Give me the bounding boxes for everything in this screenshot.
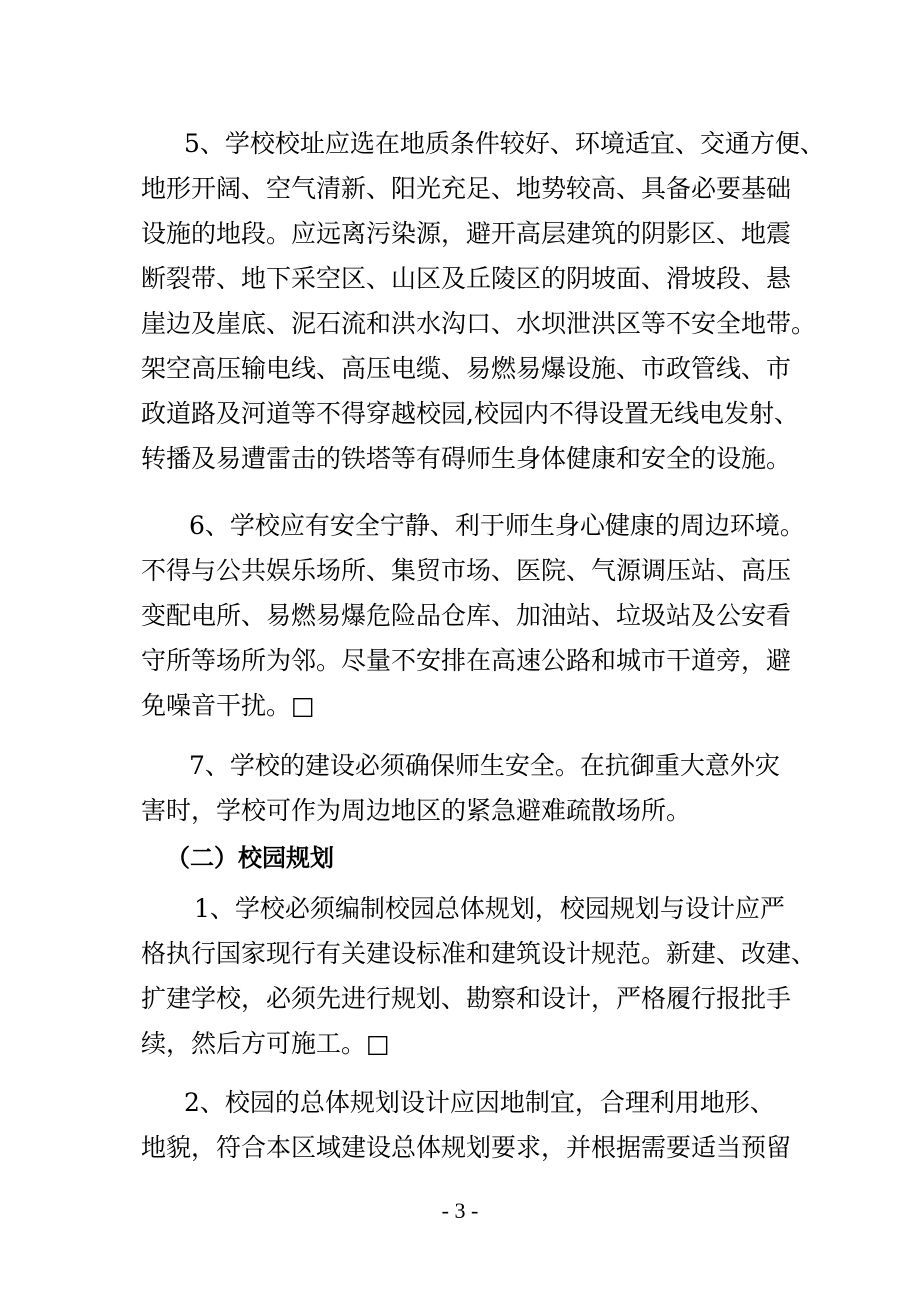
paragraph-5-line-7: 政道路及河道等不得穿越校园,校园内不得设置无线电发射、 — [141, 399, 799, 428]
paragraph-6-line-3: 变配电所、易燃易爆危险品仓库、加油站、垃圾站及公安看 — [141, 601, 792, 630]
paragraph-5-line-4: 断裂带、地下采空区、山区及丘陵区的阴坡面、滑坡段、悬 — [141, 264, 792, 293]
planning-1-line-1: 1、学校必须编制校园总体规划，校园规划与设计应严 — [194, 894, 785, 923]
planning-2-line-1: 2、校园的总体规划设计应因地制宜，合理利用地形、 — [184, 1088, 775, 1117]
paragraph-6-line-1: 6、学校应有安全宁静、利于师生身心健康的周边环境。 — [189, 511, 805, 540]
paragraph-5-line-1: 5、学校校址应选在地质条件较好、环境适宜、交通方便、 — [184, 129, 825, 158]
page-number: - 3 - — [441, 1198, 479, 1223]
planning-2-line-2: 地貌，符合本区域建设总体规划要求，并根据需要适当预留 — [141, 1133, 792, 1162]
planning-1-line-2: 格执行国家现行有关建设标准和建筑设计规范。新建、改建、 — [141, 939, 817, 968]
planning-1-line-3: 扩建学校，必须先进行规划、勘察和设计，严格履行报批手 — [141, 984, 792, 1013]
paragraph-5-line-8: 转播及易遭雷击的铁塔等有碍师生身体健康和安全的设施。 — [141, 444, 792, 473]
paragraph-5-line-6: 架空高压输电线、高压电缆、易燃易爆设施、市政管线、市 — [141, 354, 792, 383]
planning-1-line-4: 续，然后方可施工。□ — [141, 1029, 390, 1058]
paragraph-6-line-5: 免噪音干扰。□ — [141, 691, 315, 720]
paragraph-7-line-1: 7、学校的建设必须确保师生安全。在抗御重大意外灾 — [189, 751, 780, 780]
paragraph-5-line-2: 地形开阔、空气清新、阳光充足、地势较高、具备必要基础 — [141, 174, 792, 203]
paragraph-7-line-2: 害时，学校可作为周边地区的紧急避难疏散场所。 — [141, 796, 692, 825]
paragraph-6-line-2: 不得与公共娱乐场所、集贸市场、医院、气源调压站、高压 — [141, 556, 792, 585]
paragraph-5-line-5: 崖边及崖底、泥石流和洪水沟口、水坝泄洪区等不安全地带。 — [141, 309, 817, 338]
section-heading: （二）校园规划 — [166, 844, 334, 872]
paragraph-5-line-3: 设施的地段。应远离污染源，避开高层建筑的阴影区、地震 — [141, 219, 792, 248]
paragraph-6-line-4: 守所等场所为邻。尽量不安排在高速公路和城市干道旁，避 — [141, 646, 792, 675]
